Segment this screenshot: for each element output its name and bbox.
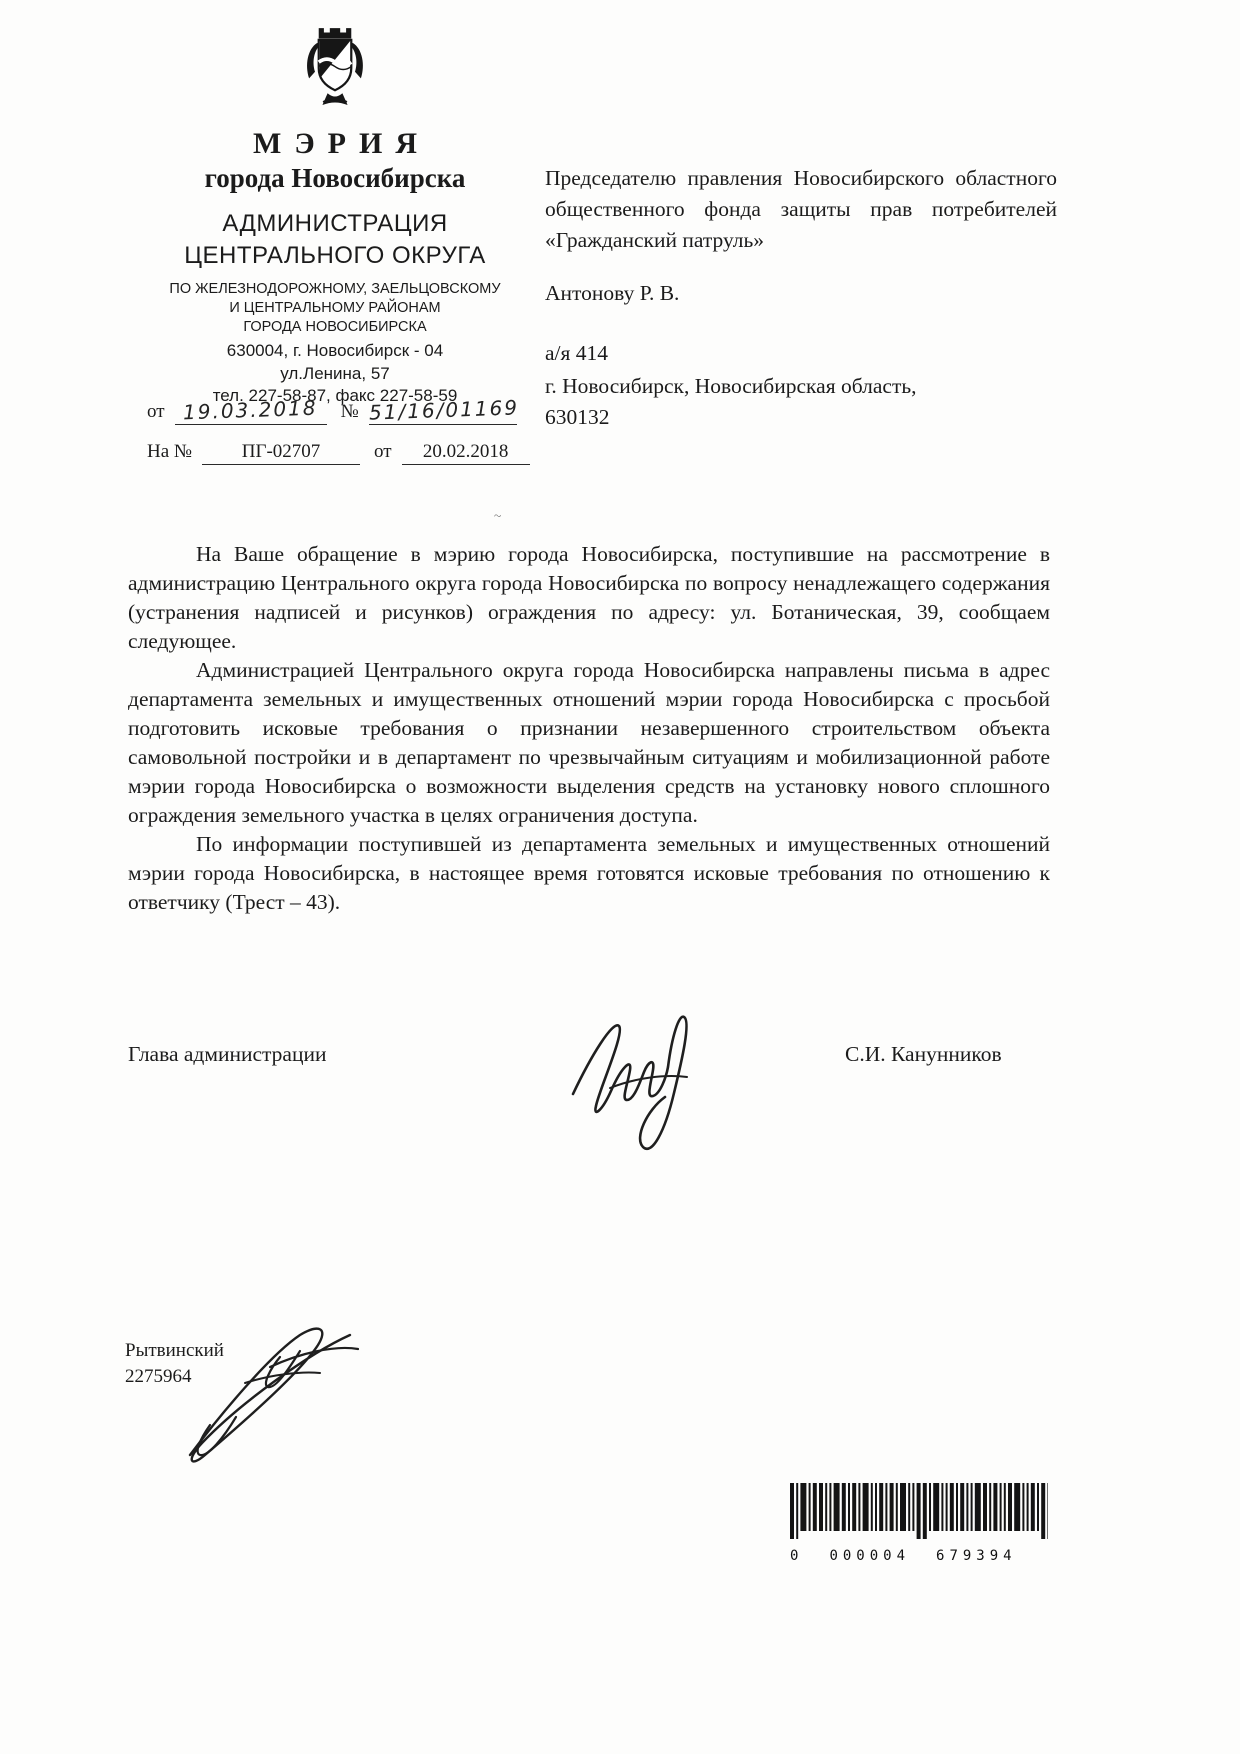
recipient-name: Антонову Р. В. bbox=[545, 281, 680, 305]
signer-name: С.И. Канунников bbox=[845, 1042, 1002, 1066]
incoming-date: 20.02.2018 bbox=[422, 441, 509, 462]
executor-phone: 2275964 bbox=[125, 1366, 192, 1387]
incoming-date-field bbox=[402, 441, 530, 465]
outgoing-number-handwritten: 51/16/01169 bbox=[368, 395, 520, 425]
executor-name: Рытвинский bbox=[125, 1340, 224, 1361]
org-name-line2: города Новосибирска bbox=[204, 163, 466, 193]
incoming-number: ПГ-02707 bbox=[241, 441, 321, 462]
letter-body bbox=[128, 540, 1050, 917]
outgoing-date-field bbox=[175, 395, 327, 425]
body-paragraph-1: На Ваше обращение в мэрию города Новосибирска, поступившие на рассмотрение в администрацию Центрального округа города Новосибирска по вопросу ненадлежащего содержания (устранения надписей и рисунков) ограждения по адресу: ул. Ботаническая, 39, сообщаем следующее. bbox=[128, 542, 1050, 653]
phone-fax: тел. 227-58-87, факс 227-58-59 bbox=[212, 386, 458, 405]
barcode-bars bbox=[788, 1483, 1048, 1541]
reply-label: На № bbox=[147, 441, 193, 462]
postal-address-line2: ул.Ленина, 57 bbox=[280, 363, 390, 383]
signature-icon bbox=[555, 998, 765, 1163]
novosibirsk-coat-of-arms bbox=[125, 25, 545, 117]
from-label: от bbox=[147, 401, 165, 422]
incoming-number-field bbox=[202, 441, 360, 465]
barcode-group-1: 0 bbox=[790, 1548, 804, 1564]
executor-signature-icon bbox=[150, 1305, 420, 1465]
dept-name-line1: АДМИНИСТРАЦИЯ bbox=[222, 210, 448, 237]
org-name-line1: МЭРИЯ bbox=[253, 127, 430, 160]
body-paragraph-2: Администрацией Центрального округа города Новосибирска направлены письма в адрес департамента земельных и имущественных отношений мэрии города Новосибирска с просьбой подготовить исковые требования о признании незавершенного строительством объекта самовольной постройки и в департамент по чрезвычайным ситуациям и мобилизационной работе мэрии города Новосибирска о возможности выделения средств на установку нового сплошного ограждения земельного участка в целях ограничения доступа. bbox=[128, 658, 1050, 827]
dept-name-line2: ЦЕНТРАЛЬНОГО ОКРУГА bbox=[184, 242, 486, 269]
recipient-block bbox=[545, 163, 1057, 433]
body-paragraph-3: По информации поступившей из департамента земельных и имущественных отношений мэрии города Новосибирска, в настоящее время готовятся исковые требования по отношению к ответчику (Трест – 43). bbox=[128, 832, 1050, 914]
districts-line1: ПО ЖЕЛЕЗНОДОРОЖНОМУ, ЗАЕЛЬЦОВСКОМУ bbox=[169, 281, 501, 297]
barcode bbox=[788, 1483, 1050, 1564]
barcode-numbers bbox=[788, 1548, 1050, 1564]
letterhead bbox=[125, 25, 545, 408]
scan-artifact: ~ bbox=[493, 507, 503, 524]
incoming-reference-line bbox=[147, 441, 547, 465]
signer-position: Глава администрации bbox=[128, 1042, 327, 1066]
number-sign: № bbox=[340, 401, 359, 422]
postal-address-line1: 630004, г. Новосибирск - 04 bbox=[226, 341, 444, 360]
outgoing-date-handwritten: 19.03.2018 bbox=[182, 395, 319, 425]
barcode-group-2: 000004 bbox=[829, 1548, 911, 1564]
recipient-title: Председателю правления Новосибирского областного общественного фонда защиты прав потребителей «Гражданский патруль» bbox=[545, 166, 1057, 252]
coat-of-arms-icon bbox=[298, 25, 372, 117]
districts-line2: И ЦЕНТРАЛЬНОМУ РАЙОНАМ bbox=[229, 300, 441, 316]
outgoing-number-field bbox=[368, 395, 520, 425]
districts-line3: ГОРОДА НОВОСИБИРСКА bbox=[243, 319, 427, 335]
barcode-group-3: 679394 bbox=[936, 1548, 1017, 1564]
recipient-address: г. Новосибирск, Новосибирская область, 630132 bbox=[545, 374, 917, 429]
reply-from-label: от bbox=[374, 441, 392, 462]
recipient-po-box: а/я 414 bbox=[545, 341, 609, 365]
